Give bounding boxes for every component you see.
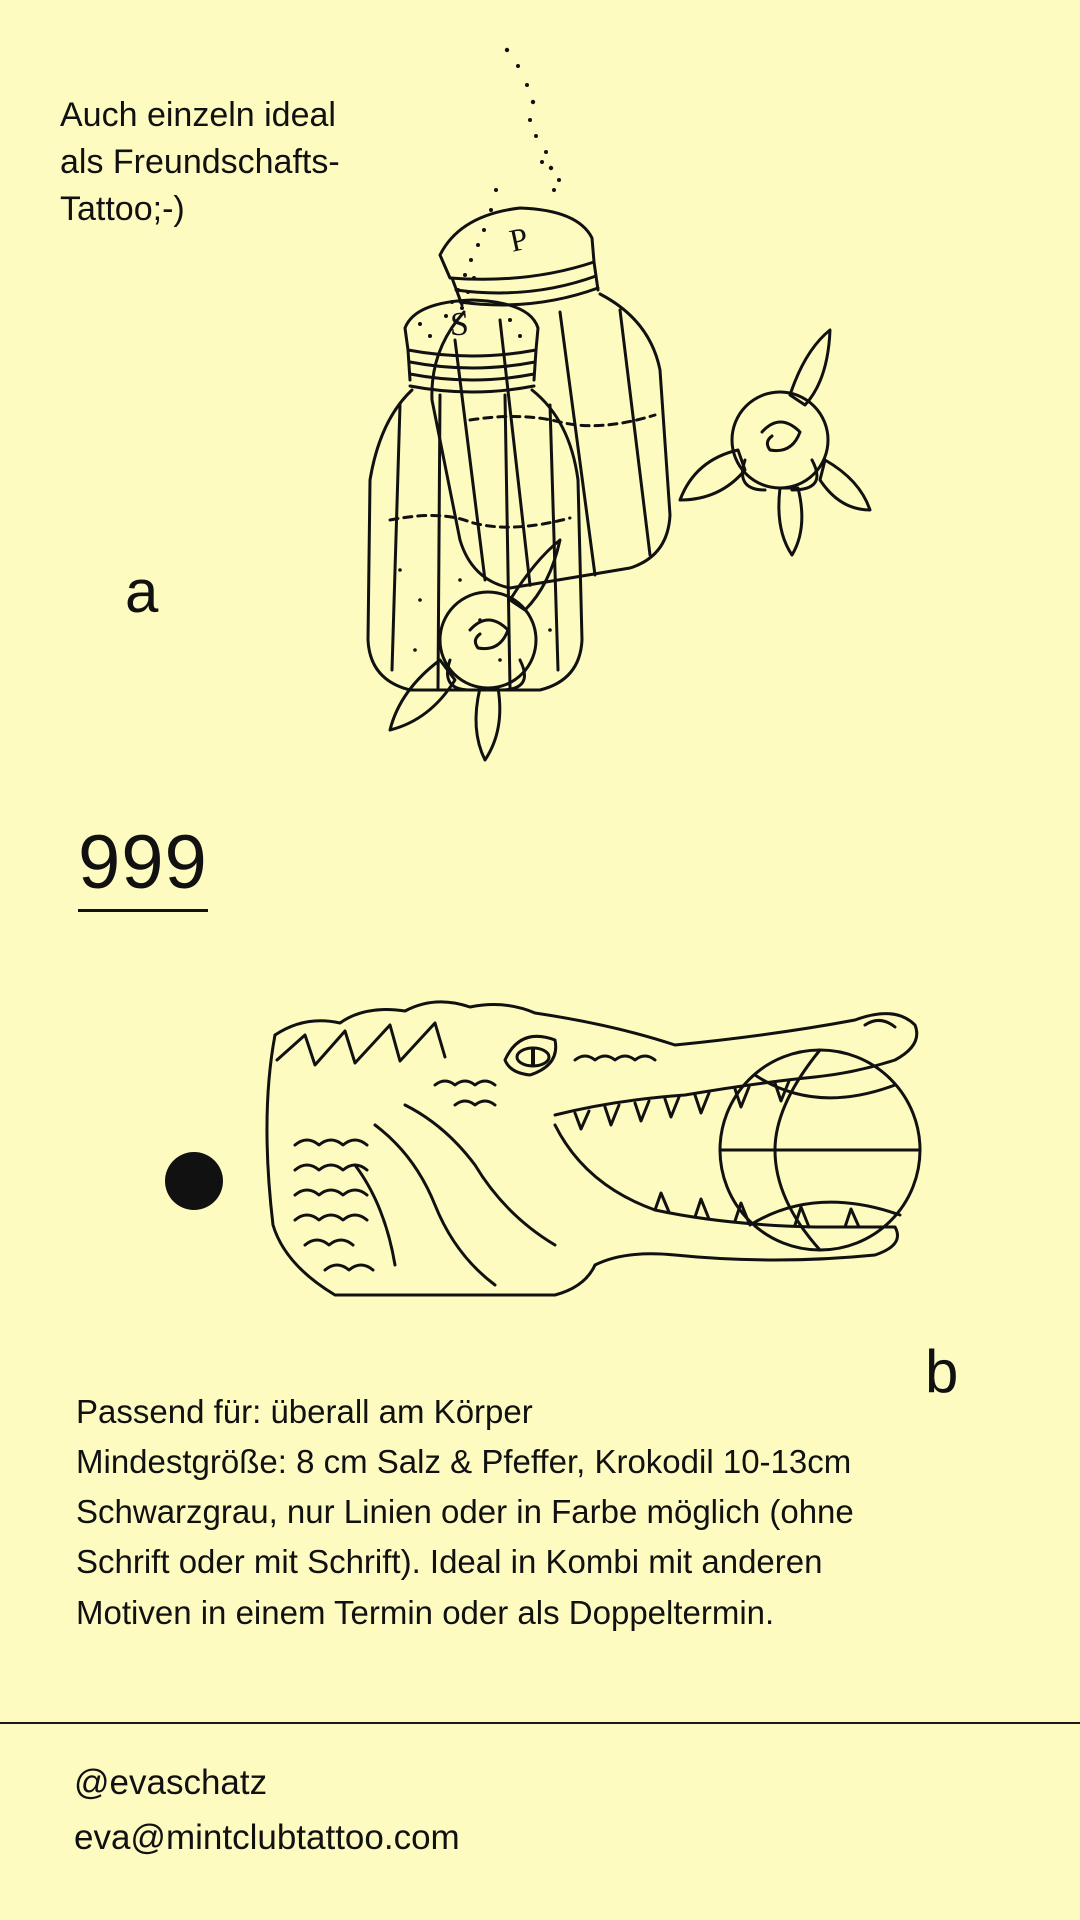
details-style-line-1: Schwarzgrau, nur Linien oder in Farbe möglich (ohne (76, 1493, 854, 1531)
email-link[interactable]: eva@mintclubtattoo.com (74, 1818, 460, 1858)
note-line-1: Auch einzeln ideal (60, 96, 336, 134)
footer-divider (0, 1722, 1080, 1724)
details-min-size: Mindestgröße: 8 cm Salz & Pfeffer, Krokodil 10-13cm (76, 1443, 852, 1481)
dot-bullet-icon (165, 1152, 223, 1210)
crocodile-basketball-illustration (255, 965, 925, 1305)
note-line-2: als Freundschafts- (60, 142, 340, 181)
salt-pepper-shakers-illustration (360, 40, 880, 770)
details-placement: Passend für: überall am Körper (76, 1393, 533, 1430)
details-style-line-3: Motiven in einem Termin oder als Doppeltermin. (76, 1593, 775, 1631)
pepper-shaker-icon (432, 208, 670, 588)
design-label-b: b (925, 1338, 959, 1405)
salt-letter: S (450, 306, 469, 343)
contact-footer (74, 1755, 460, 1866)
design-number: 999 (78, 825, 208, 912)
pepper-letter: P (506, 219, 532, 259)
design-label-a: a (125, 558, 159, 625)
basketball-icon (720, 1050, 920, 1250)
design-details (76, 1387, 1046, 1638)
rose-icon (680, 330, 870, 555)
instagram-handle-link[interactable]: @evaschatz (74, 1763, 268, 1802)
note-line-3: Tattoo;-) (60, 189, 185, 228)
details-style-line-2: Schrift oder mit Schrift). Ideal in Kombi mit anderen (76, 1543, 823, 1581)
